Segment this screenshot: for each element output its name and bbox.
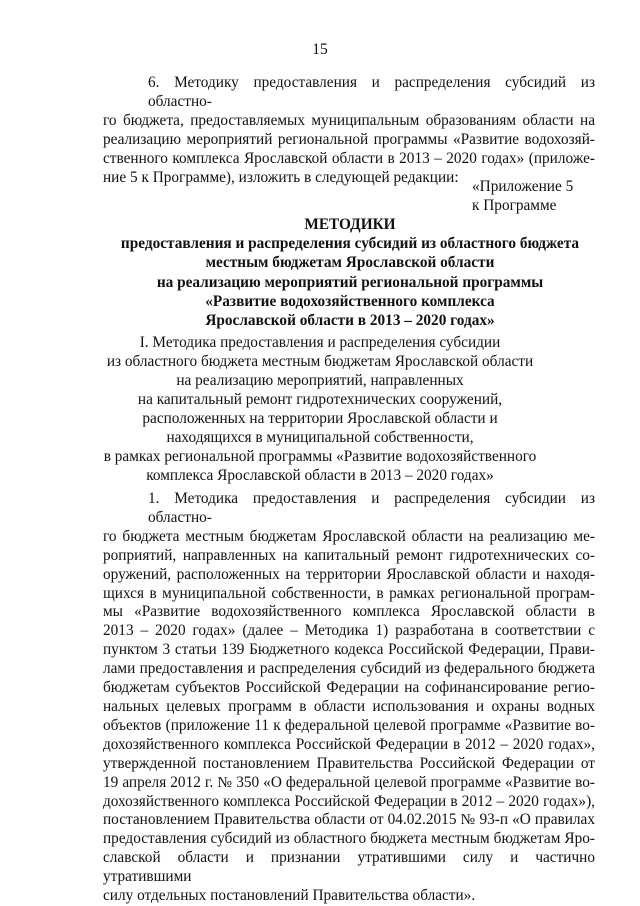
section-1-heading	[0, 333, 640, 485]
title-line: на реализацию мероприятий региональной программы	[156, 273, 544, 291]
section-heading-line: в рамках региональной программы «Развитие водохозяйственного	[103, 448, 537, 465]
title-line: предоставления и распределения субсидий из областного бюджета	[120, 235, 580, 253]
section-heading-line: на капитальный ремонт гидротехнических сооружений,	[137, 391, 503, 408]
document-title	[0, 215, 640, 330]
paragraph-line: нальных целевых программ в области использования и охраны водных	[103, 697, 595, 715]
paragraph-line: лами предоставления и распределения субсидий из федерального бюджета	[103, 660, 595, 678]
paragraph-line: славской области и признании утратившими силу и частично утратившими	[103, 849, 595, 886]
paragraph-line: 1. Методика предоставления и распределения субсидии из областно-	[148, 490, 595, 526]
paragraph-line: пунктом 3 статьи 139 Бюджетного кодекса Российской Федерации, Прави-	[103, 641, 595, 659]
paragraph-6	[103, 74, 595, 187]
appendix-line: «Приложение 5	[472, 178, 574, 195]
paragraph-line: объектов (приложение 11 к федеральной целевой программе «Развитие во-	[103, 716, 595, 734]
paragraph-1	[103, 490, 595, 906]
paragraph-line: утвержденной постановлением Правительства Российской Федерации от	[103, 754, 595, 772]
title-line: Ярославской области в 2013 – 2020 годах»	[205, 312, 495, 330]
title-line: «Развитие водохозяйственного комплекса	[205, 292, 495, 310]
section-heading-line: I. Методика предоставления и распределения субсидии	[139, 334, 501, 351]
paragraph-line: роприятий, направленных на капитальный ремонт гидротехнических со-	[103, 546, 595, 564]
paragraph-line: го бюджета местным бюджетам Ярославской области на реализацию ме-	[103, 527, 595, 545]
section-heading-line: из областного бюджета местным бюджетам Ярославской области	[106, 353, 534, 370]
section-heading-line: находящихся в муниципальной собственности,	[166, 429, 474, 446]
paragraph-line: бюджетам субъектов Российской Федерации на софинансирование регио-	[103, 679, 595, 697]
paragraph-line: постановлением Правительства области от 04.02.2015 № 93-п «О правилах	[103, 811, 595, 829]
paragraph-line: мы «Развитие водохозяйственного комплекса Ярославской области в	[103, 603, 595, 621]
paragraph-line: щихся в муниципальной собственности, в рамках региональной програм-	[103, 584, 595, 602]
appendix-reference	[472, 177, 602, 215]
section-heading-line: комплекса Ярославской области в 2013 – 2020 годах»	[146, 467, 494, 484]
paragraph-line: ние 5 к Программе), изложить в следующей редакции:	[103, 168, 459, 186]
paragraph-line: оружений, расположенных на территории Ярославской области и находя-	[103, 565, 595, 583]
paragraph-line: 6. Методику предоставления и распределения субсидий из областно-	[148, 74, 595, 110]
title-line: местным бюджетам Ярославской области	[205, 254, 495, 272]
section-heading-line: расположенных на территории Ярославской области и	[142, 410, 498, 427]
paragraph-line: ственного комплекса Ярославской области в 2013 – 2020 годах» (приложе-	[103, 149, 595, 167]
paragraph-line: дохозяйственного комплекса Российской Федерации в 2012 – 2020 годах»),	[103, 792, 595, 810]
page-number: 15	[312, 41, 328, 58]
paragraph-line: дохозяйственного комплекса Российской Федерации в 2012 – 2020 годах»,	[103, 735, 595, 753]
section-heading-line: на реализацию мероприятий, направленных	[176, 372, 464, 389]
paragraph-line: силу отдельных постановлений Правительства области».	[103, 887, 476, 905]
paragraph-line: реализацию мероприятий региональной программы «Развитие водохозяй-	[103, 130, 595, 148]
paragraph-line: 19 апреля 2012 г. № 350 «О федеральной целевой программе «Развитие во-	[103, 773, 595, 791]
paragraph-line: предоставления субсидий из областного бюджета местным бюджетам Яро-	[103, 830, 595, 848]
appendix-line: к Программе	[472, 197, 557, 214]
paragraph-line: го бюджета, предоставляемых муниципальным образованиям области на	[103, 111, 595, 129]
paragraph-line: 2013 – 2020 годах» (далее – Методика 1) разработана в соответствии с	[103, 622, 595, 640]
title-line: МЕТОДИКИ	[304, 216, 396, 233]
